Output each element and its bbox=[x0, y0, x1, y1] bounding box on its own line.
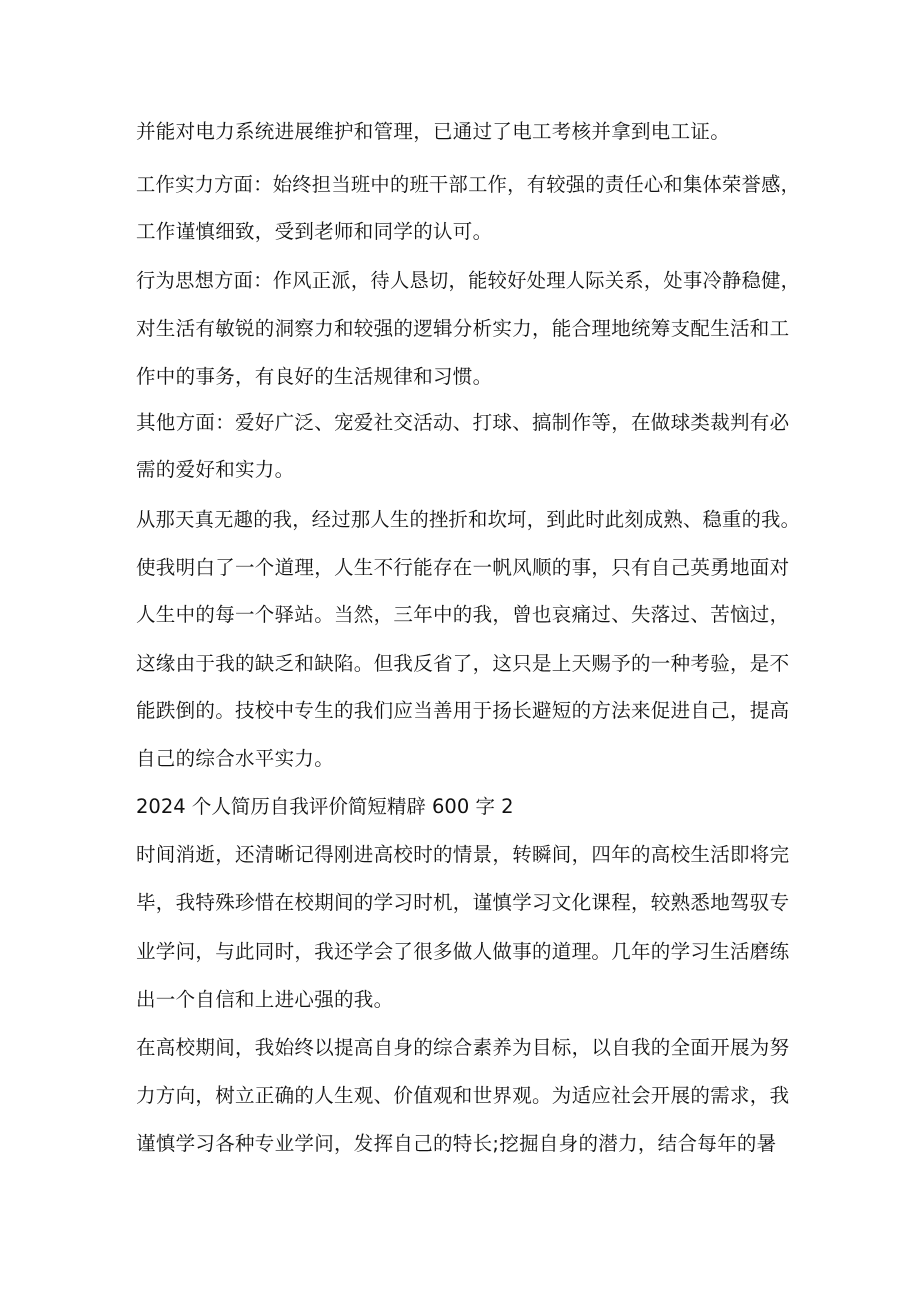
section-heading: 2024 个人简历自我评价简短精辟 600 字 2 bbox=[136, 795, 514, 818]
text-line: 出一个自信和上进心强的我。 bbox=[136, 988, 394, 1011]
text-line: 在高校期间，我始终以提高自身的综合素养为目标，以自我的全面开展为努 bbox=[136, 1036, 790, 1059]
text-line: 能跌倒的。技校中专生的我们应当善用于扬长避短的方法来促进自己，提高 bbox=[136, 699, 790, 722]
text-line: 时间消逝，还清晰记得刚进高校时的情景，转瞬间，四年的高校生活即将完 bbox=[136, 843, 790, 866]
text-line: 使我明白了一个道理，人生不行能存在一帆风顺的事，只有自己英勇地面对 bbox=[136, 556, 790, 579]
text-line: 行为思想方面：作风正派，待人恳切，能较好处理人际关系，处事冷静稳健， bbox=[136, 269, 801, 292]
text-line: 这缘由于我的缺乏和缺陷。但我反省了，这只是上天赐予的一种考验，是不 bbox=[136, 652, 790, 675]
text-line: 作中的事务，有良好的生活规律和习惯。 bbox=[136, 365, 493, 388]
text-line: 对生活有敏锐的洞察力和较强的逻辑分析实力，能合理地统筹支配生活和工 bbox=[136, 317, 790, 340]
text-line: 谨慎学习各种专业学问，发挥自己的特长;挖掘自身的潜力，结合每年的暑 bbox=[136, 1132, 777, 1155]
text-line: 人生中的每一个驿站。当然，三年中的我，曾也哀痛过、失落过、苦恼过， bbox=[136, 603, 790, 626]
text-line: 工作谨慎细致，受到老师和同学的认可。 bbox=[136, 220, 493, 243]
text-line: 并能对电力系统进展维护和管理，已通过了电工考核并拿到电工证。 bbox=[136, 120, 731, 143]
text-line: 毕，我特殊珍惜在校期间的学习时机，谨慎学习文化课程，较熟悉地驾驭专 bbox=[136, 891, 790, 914]
text-line: 需的爱好和实力。 bbox=[136, 458, 295, 481]
text-line: 业学问，与此同时，我还学会了很多做人做事的道理。几年的学习生活磨练 bbox=[136, 940, 790, 963]
text-line: 力方向，树立正确的人生观、价值观和世界观。为适应社会开展的需求，我 bbox=[136, 1084, 790, 1107]
text-line: 从那天真无趣的我，经过那人生的挫折和坎坷，到此时此刻成熟、稳重的我。 bbox=[136, 508, 801, 531]
text-line: 自己的综合水平实力。 bbox=[136, 747, 335, 770]
text-line: 工作实力方面：始终担当班中的班干部工作，有较强的责任心和集体荣誉感， bbox=[136, 173, 801, 196]
text-line: 其他方面：爱好广泛、宠爱社交活动、打球、搞制作等，在做球类裁判有必 bbox=[136, 411, 790, 434]
